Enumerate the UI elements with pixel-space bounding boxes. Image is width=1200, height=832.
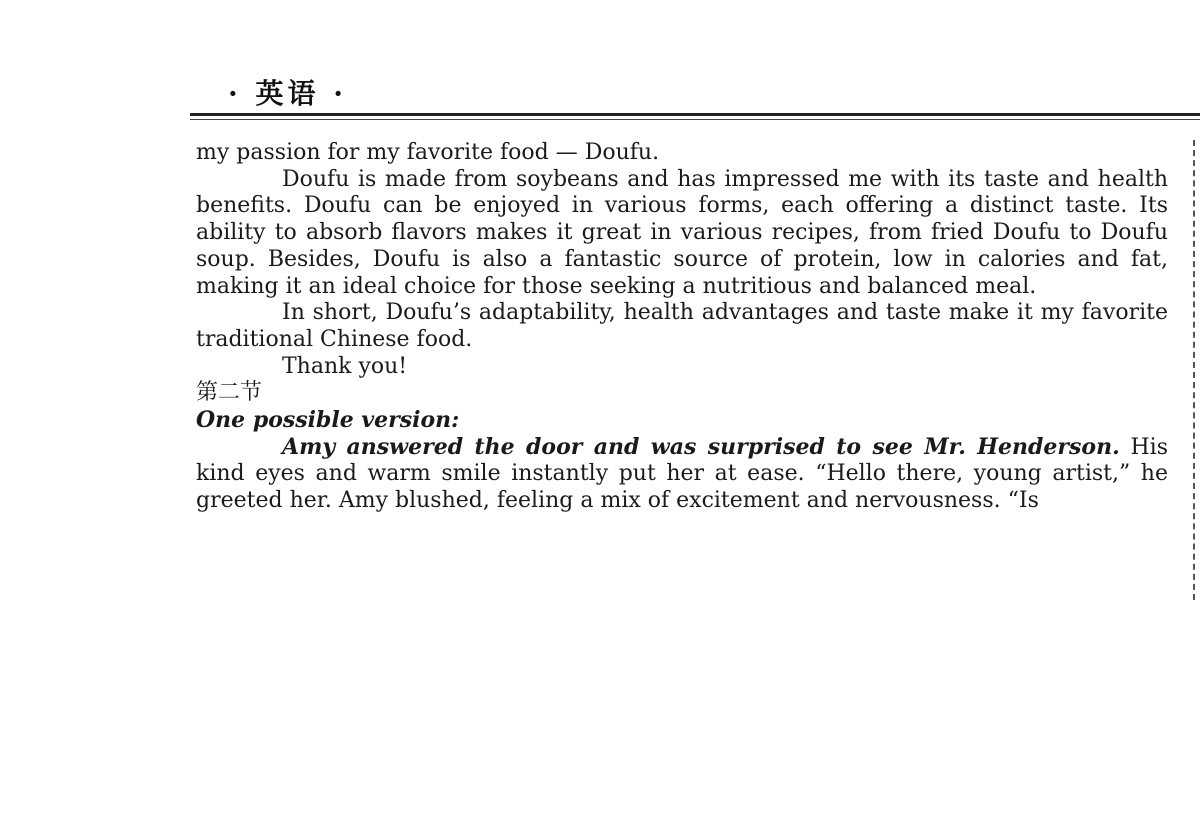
page-header-title: · 英语 · — [228, 77, 347, 110]
paragraph-5-italic: Amy answered the door and was surprised to see Mr. Henderson. — [282, 433, 1120, 460]
body-text — [196, 140, 1168, 515]
version-label: One possible version: — [196, 407, 460, 434]
paragraph-4: Thank you! — [282, 353, 408, 379]
paragraph-3: In short, Doufu’s adaptability, health advantages and taste make it my favorite traditional Chinese food. — [196, 300, 1168, 352]
header-rule-thick — [190, 113, 1200, 116]
paragraph-1: my passion for my favorite food — Doufu. — [196, 140, 660, 165]
paragraph-5 — [196, 434, 1168, 515]
paragraph-2: Doufu is made from soybeans and has impressed me with its taste and health benefits. Doufu can be enjoyed in various forms, each offering a distinct taste. Its ability to absorb flavors makes it great in various recipes, from fried Doufu to Doufu soup. Besides, Doufu is also a fantastic source of protein, low in calories and fat, making it an ideal choice for those seeking a nutritious and balanced meal. — [196, 166, 1168, 299]
header-rule-thin — [190, 119, 1200, 120]
section-title: 第二节 — [196, 380, 263, 406]
paragraph-5-rest: His kind eyes and warm smile instantly put her at ease. “Hello there, young artist,” he greeted her. Amy blushed, feeling a mix of excitement and nervousness. “Is — [196, 434, 1168, 514]
margin-dashed-line — [1193, 140, 1195, 600]
